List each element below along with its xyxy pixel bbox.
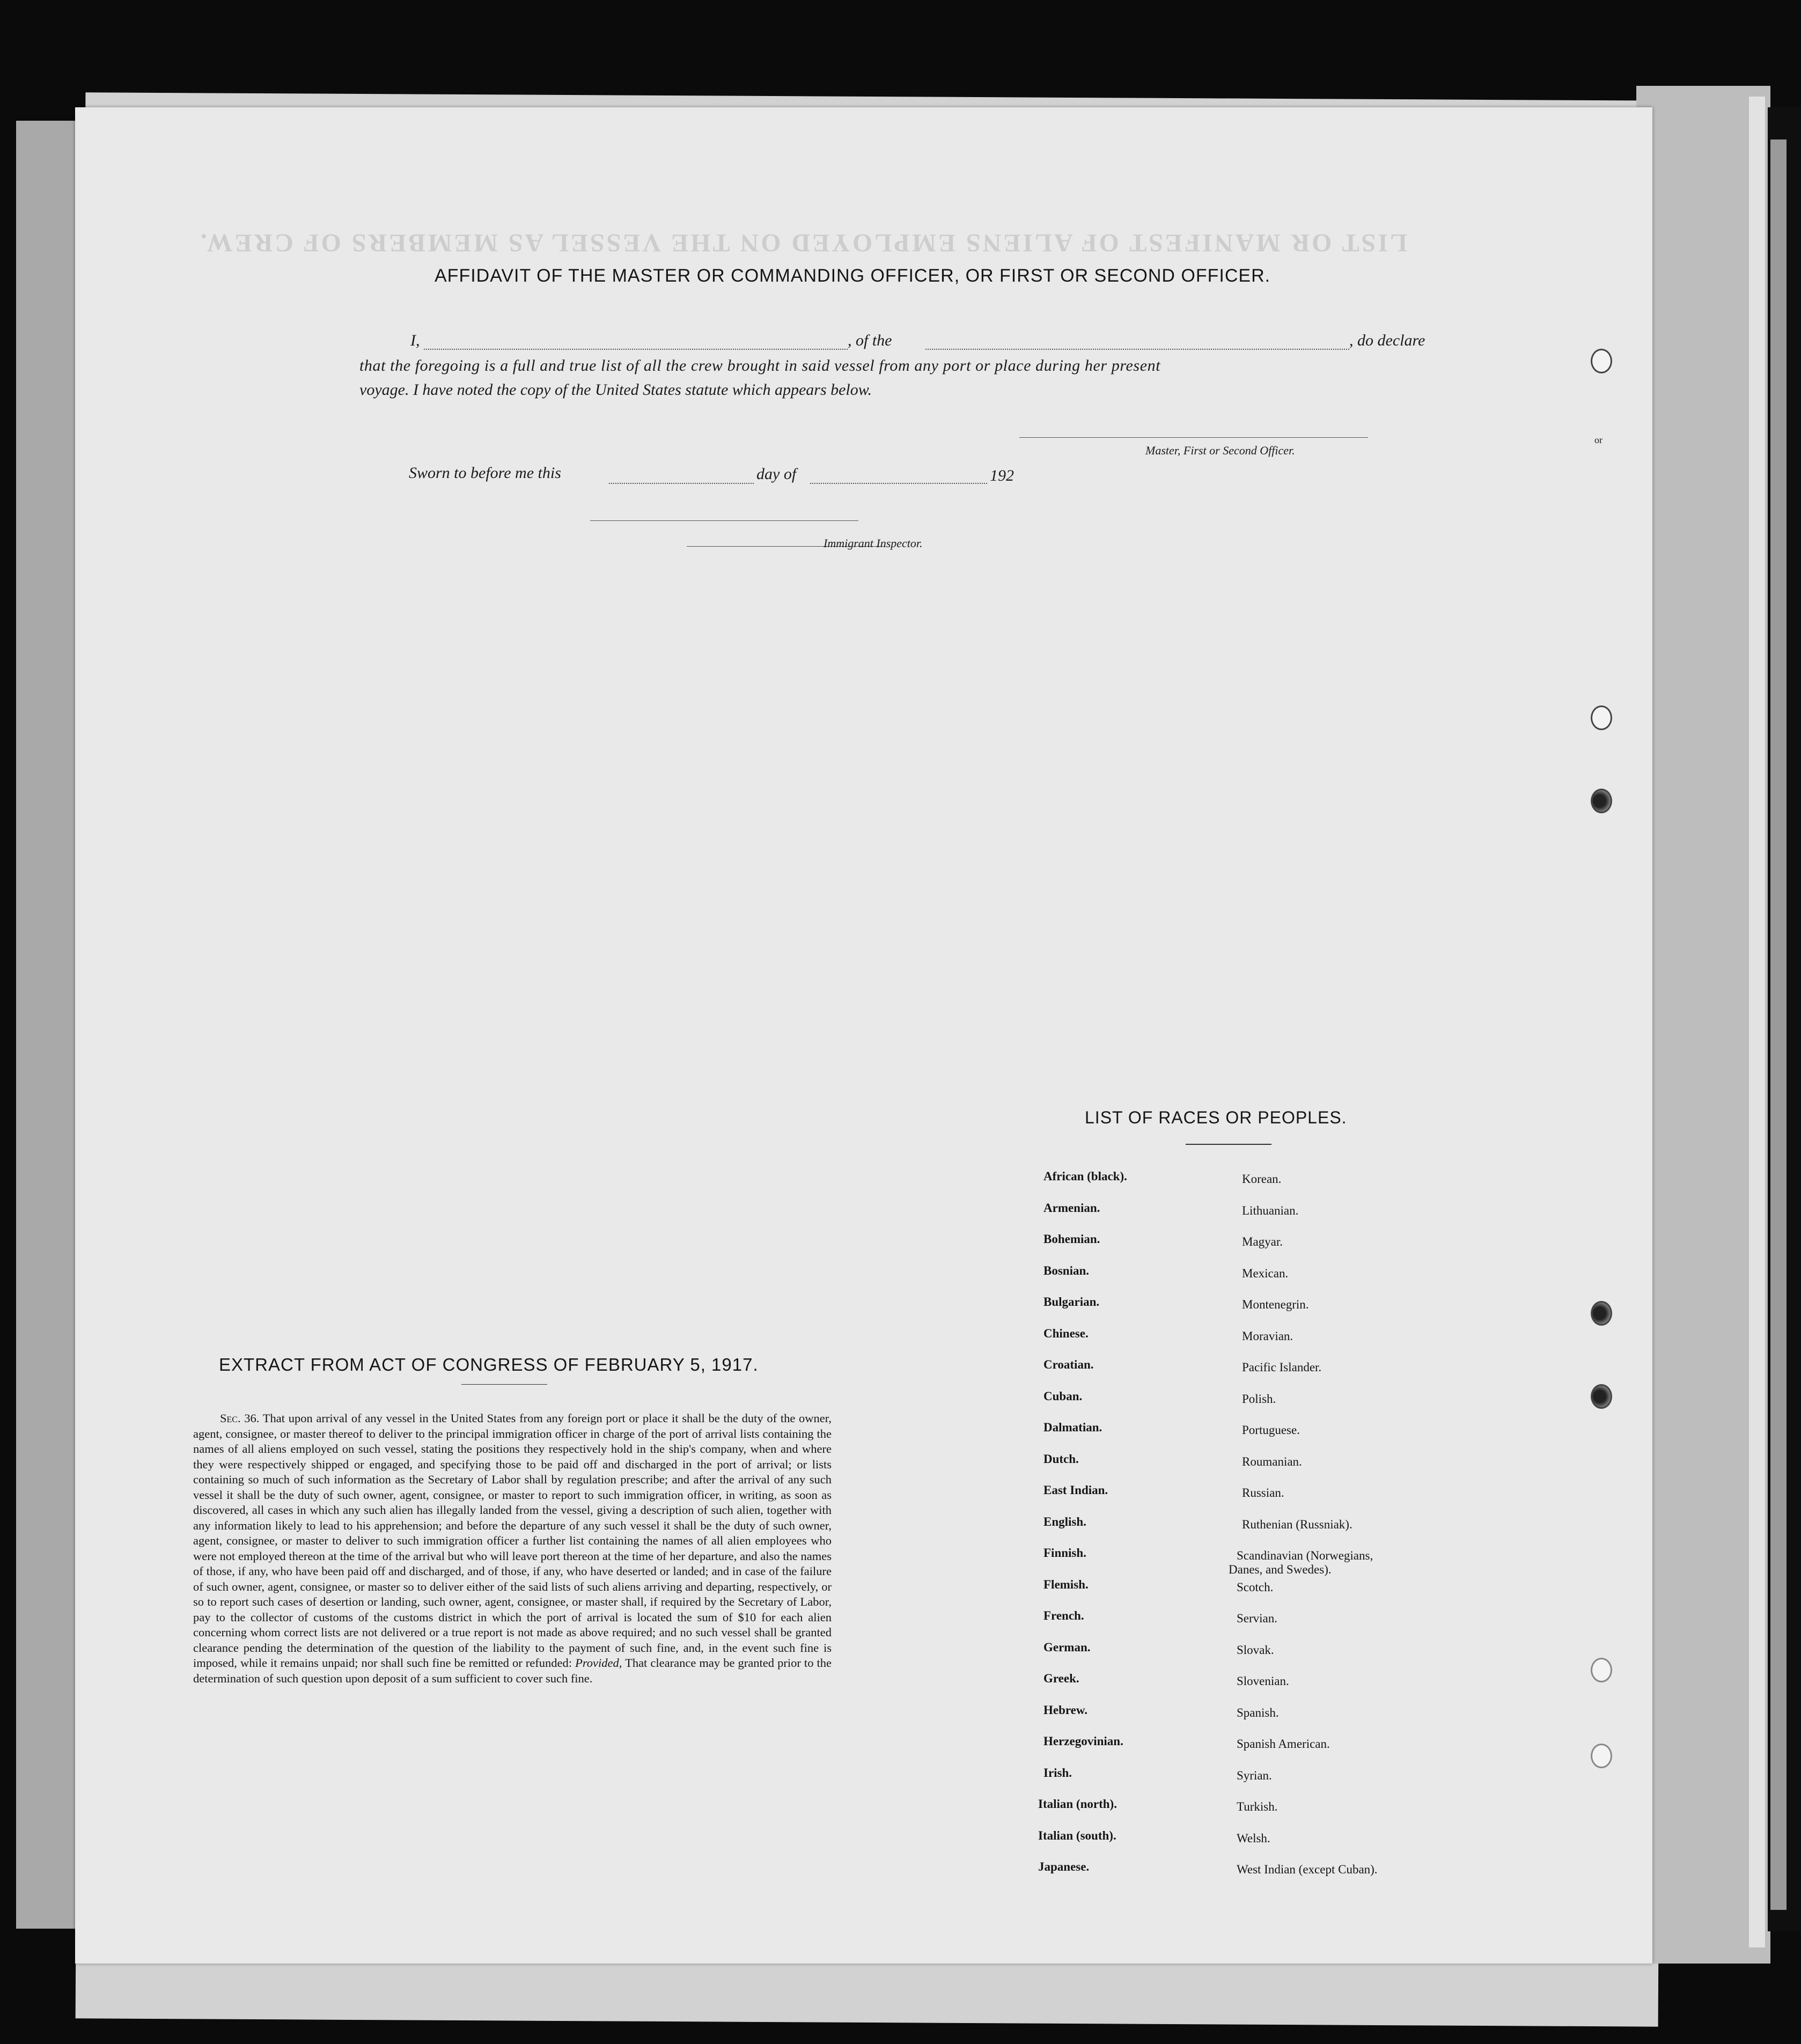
race-item: Greek.	[1043, 1672, 1079, 1685]
punch-hole	[1591, 1301, 1612, 1326]
race-item: Polish.	[1242, 1392, 1276, 1406]
race-item: Spanish American.	[1237, 1737, 1330, 1751]
affidavit-i: I,	[410, 332, 420, 349]
sworn-year: 192	[990, 467, 1014, 484]
race-item: Spanish.	[1237, 1705, 1279, 1719]
race-item: Flemish.	[1043, 1577, 1089, 1591]
race-item: Montenegrin.	[1242, 1298, 1309, 1311]
provided-label: Provided,	[575, 1656, 622, 1670]
race-item: Bulgarian.	[1043, 1295, 1100, 1308]
race-item: East Indian.	[1043, 1483, 1108, 1497]
race-item: Finnish.	[1043, 1546, 1086, 1560]
extract-title-rule	[461, 1384, 547, 1385]
signature-line	[1019, 437, 1368, 438]
next-page-edge	[1770, 139, 1787, 1910]
extract-body	[193, 1411, 832, 1686]
race-item: French.	[1043, 1609, 1084, 1622]
sworn-text: Sworn to before me this	[409, 464, 561, 482]
race-continuation: Danes, and Swedes).	[1229, 1563, 1332, 1576]
affidavit-do-declare: , do declare	[1349, 332, 1425, 349]
race-item: English.	[1043, 1514, 1086, 1528]
affidavit-line-2: that the foregoing is a full and true list of all the crew brought in said vessel from any port or place during her present	[359, 357, 1161, 374]
inspector-line-1	[590, 520, 858, 521]
races-title-rule	[1186, 1144, 1271, 1145]
sworn-day-of: day of	[756, 465, 797, 483]
inspector-label: Immigrant Inspector.	[824, 536, 923, 550]
race-item: Hebrew.	[1043, 1703, 1087, 1717]
race-item: Turkish.	[1237, 1800, 1278, 1813]
race-item: Italian (north).	[1038, 1797, 1117, 1811]
punch-hole	[1591, 1384, 1612, 1409]
race-item: Portuguese.	[1242, 1423, 1300, 1437]
race-item: Syrian.	[1237, 1768, 1272, 1782]
race-item: Welsh.	[1237, 1831, 1270, 1845]
sworn-day-line	[609, 483, 754, 484]
race-item: Russian.	[1242, 1486, 1284, 1499]
affidavit-of-the: , of the	[848, 332, 892, 349]
race-item: West Indian (except Cuban).	[1237, 1863, 1378, 1876]
race-item: Herzegovinian.	[1043, 1734, 1123, 1748]
race-item: Chinese.	[1043, 1326, 1089, 1340]
vessel-blank-line	[925, 349, 1349, 350]
page-edge-strip	[1749, 97, 1765, 1947]
race-item: Cuban.	[1043, 1389, 1083, 1403]
race-item: Italian (south).	[1038, 1828, 1116, 1842]
race-item: Dalmatian.	[1043, 1421, 1102, 1434]
punch-hole	[1591, 1744, 1612, 1768]
punch-hole	[1591, 1658, 1612, 1682]
margin-mark: or	[1594, 435, 1602, 445]
document-page	[75, 107, 1652, 1964]
punch-hole	[1591, 789, 1612, 813]
extract-title: EXTRACT FROM ACT OF CONGRESS OF FEBRUARY 5, 1917.	[219, 1355, 759, 1374]
race-item: Moravian.	[1242, 1329, 1293, 1343]
race-item: Ruthenian (Russniak).	[1242, 1517, 1352, 1531]
race-item: Lithuanian.	[1242, 1203, 1299, 1217]
race-item: Dutch.	[1043, 1452, 1079, 1466]
section-text-end: That clearance may be granted prior to the determination of such question upon deposit of a sum sufficient to cover such fine.	[193, 1656, 832, 1685]
punch-hole	[1591, 705, 1612, 730]
race-item: Servian.	[1237, 1612, 1278, 1625]
affidavit-line-3: voyage. I have noted the copy of the United States statute which appears below.	[359, 381, 872, 399]
show-through-title: LIST OR MANIFEST OF ALIENS EMPLOYED ON THE VESSEL AS MEMBERS OF CREW.	[199, 229, 1407, 257]
race-item: Scotch.	[1237, 1580, 1274, 1594]
race-item: Slovak.	[1237, 1643, 1274, 1657]
signature-label: Master, First or Second Officer.	[1145, 444, 1295, 457]
race-item: Scandinavian (Norwegians,	[1237, 1549, 1373, 1562]
races-title: LIST OF RACES OR PEOPLES.	[1085, 1108, 1347, 1127]
affidavit-title: AFFIDAVIT OF THE MASTER OR COMMANDING OFFICER, OR FIRST OR SECOND OFFICER.	[435, 266, 1271, 286]
race-item: Pacific Islander.	[1242, 1361, 1322, 1374]
race-item: Japanese.	[1038, 1860, 1090, 1873]
race-item: Bosnian.	[1043, 1263, 1090, 1277]
punch-hole	[1591, 349, 1612, 373]
sworn-month-line	[810, 483, 987, 484]
race-item: Irish.	[1043, 1766, 1072, 1780]
section-label: Sec. 36.	[220, 1411, 260, 1425]
race-item: Roumanian.	[1242, 1454, 1302, 1468]
race-item: Mexican.	[1242, 1266, 1289, 1280]
race-item: African (black).	[1043, 1170, 1127, 1183]
race-item: Bohemian.	[1043, 1232, 1100, 1246]
race-item: Korean.	[1242, 1172, 1282, 1186]
race-item: Armenian.	[1043, 1201, 1100, 1215]
section-text: That upon arrival of any vessel in the United States from any foreign port or place it shall be the duty of the owner, agent, consignee, or master thereof to deliver to the principal immigration officer in charge of the port of arrival lists containing the names of all aliens employed on such vessel, stating the positions they respectively hold in the ship's company, when and where they were respectively shipped or engaged, and specifying those to be paid off and discharged in the port of arrival; or lists containing so much of such information as the Secretary of Labor shall by regulation prescribe; and after the arrival of any such vessel it shall be the duty of such owner, agent, consignee, or master to report to such immigration officer, in writing, as soon as discovered, all cases in which any such alien has illegally landed from the vessel, giving a description of such alien, together with any information likely to lead to his apprehension; and before the departure of any such vessel it shall be the duty of such owner, agent, consignee, or master to deliver to such immigration officer a further list containing the names of all alien employees who were not employed thereon at the time of the arrival but who will leave port thereon at the time of her departure, and also the names of those, if any, who have been paid off and discharged, and of those, if any, who have deserted or landed; and in case of the failure of such owner, agent, consignee, or master so to deliver either of the said lists of such aliens arriving and departing, respectively, or so to report such cases of desertion or landing, such owner, agent, consignee, or master shall, if required by the Secretary of Labor, pay to the collector of customs of the customs district in which the port of arrival is located the sum of $10 for each alien concerning whom correct lists are not delivered or a true report is not made as above required; and no such vessel shall be granted clearance pending the determination of the question of the liability to the payment of such fine, and, in the event such fine is imposed, while it remains unpaid; nor shall such fine be remitted or refunded:	[193, 1411, 832, 1670]
race-item: German.	[1043, 1640, 1091, 1654]
name-blank-line	[424, 349, 848, 350]
race-item: Croatian.	[1043, 1358, 1094, 1371]
race-item: Magyar.	[1242, 1235, 1283, 1248]
race-item: Slovenian.	[1237, 1674, 1289, 1688]
